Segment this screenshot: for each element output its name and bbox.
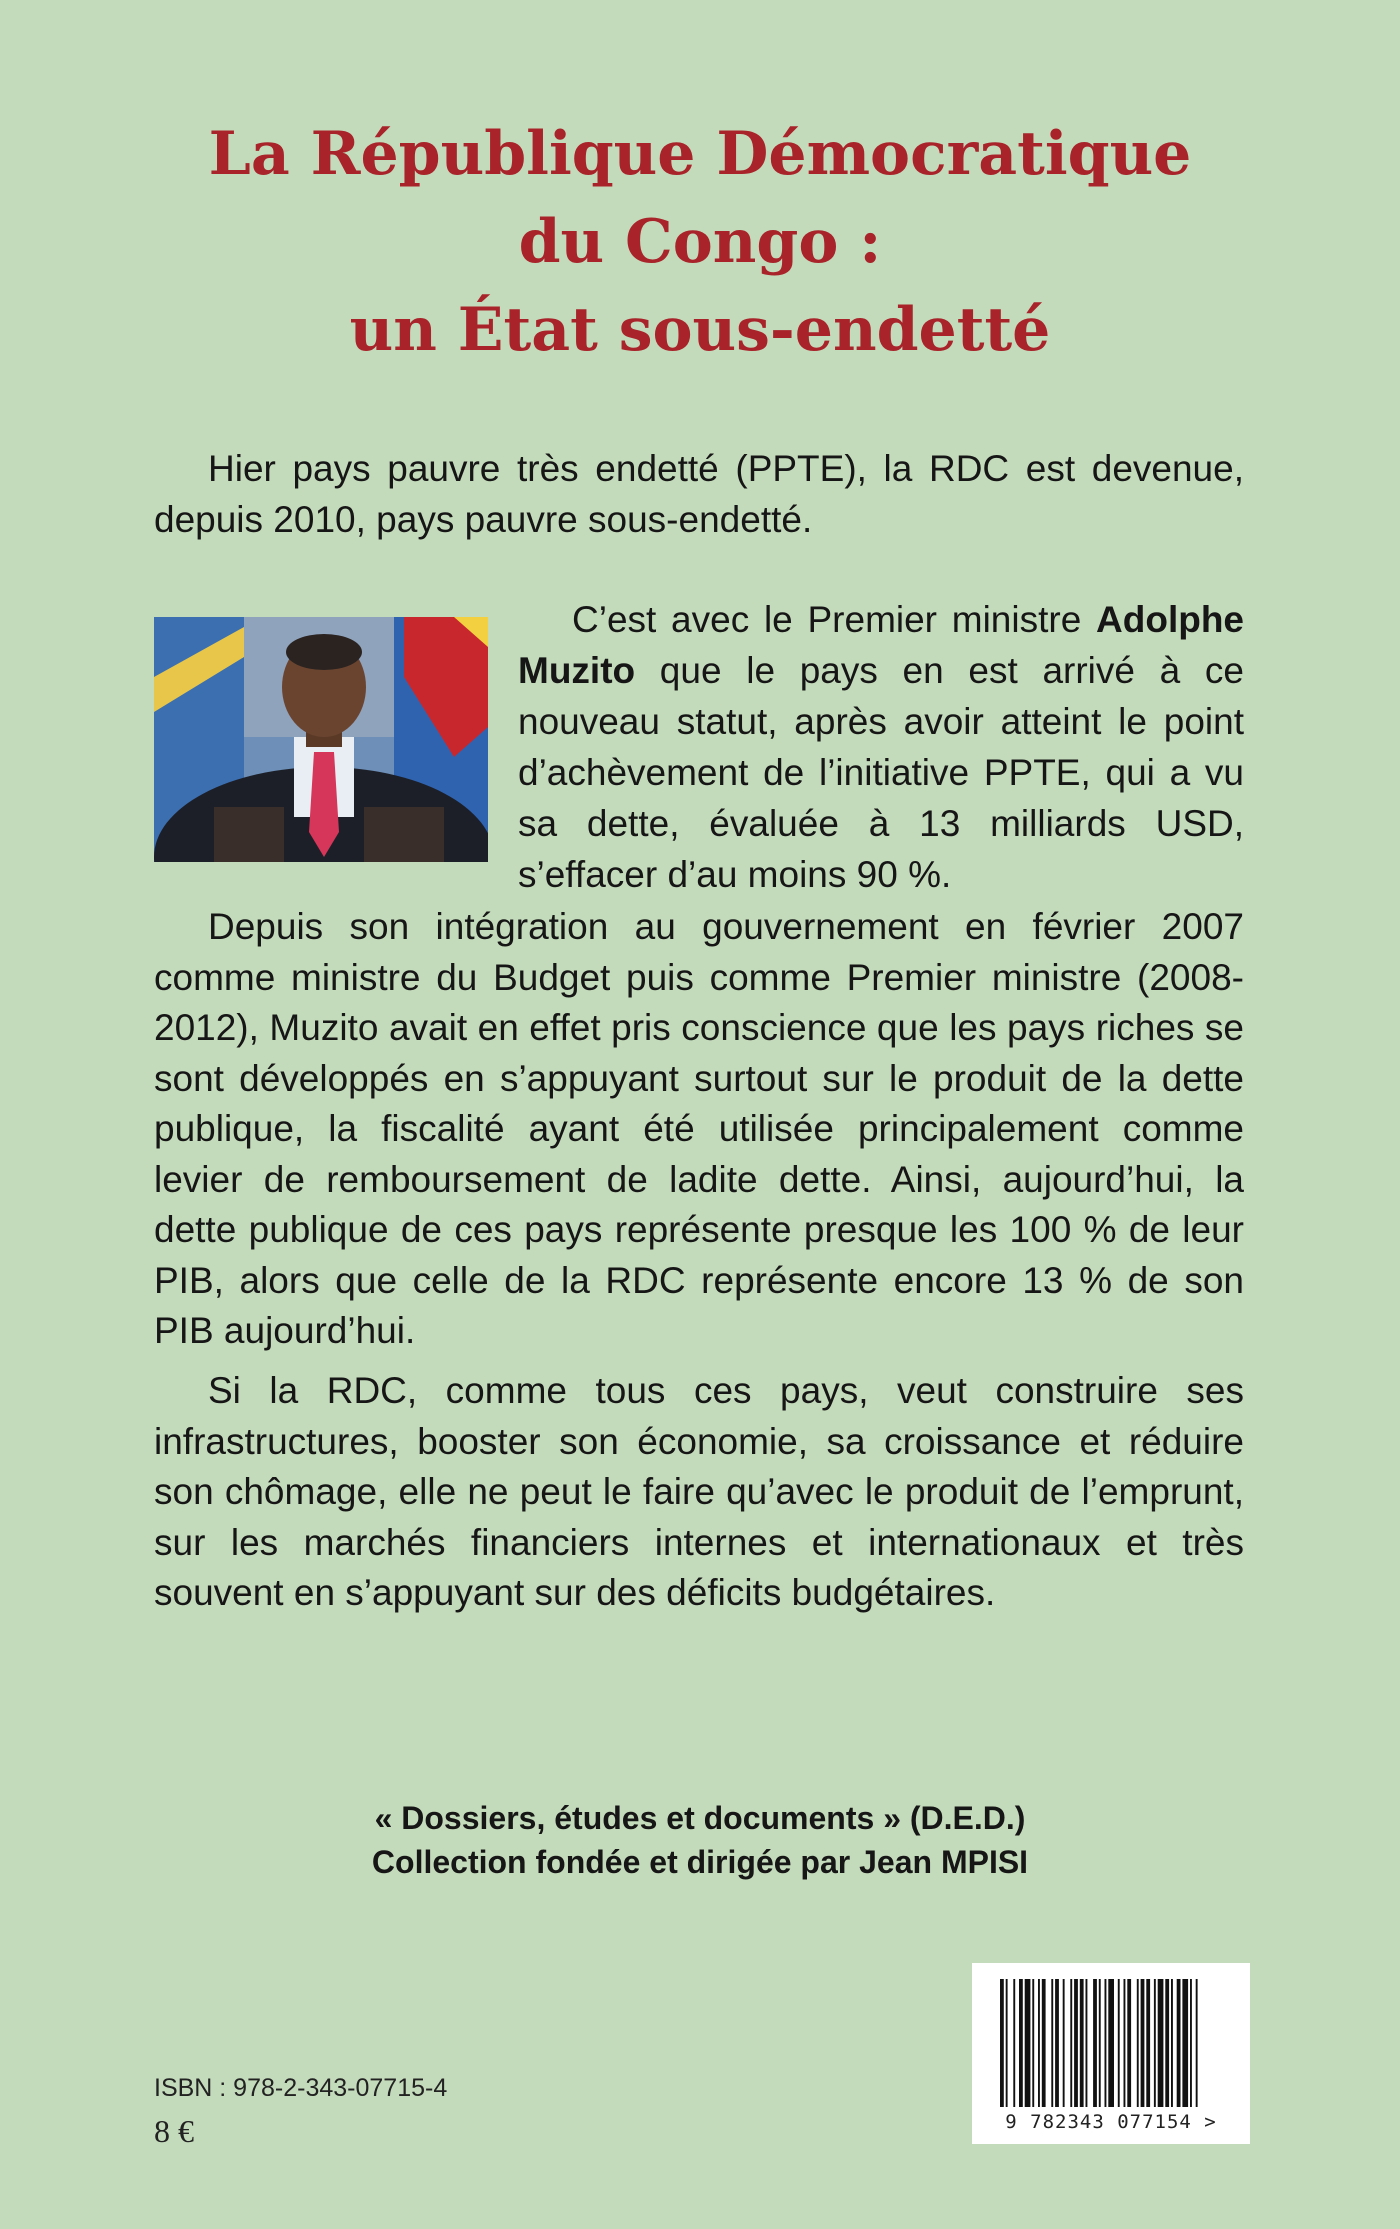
collection-info: [200, 1796, 1200, 1884]
para4-text: Si la RDC, comme tous ces pays, veut construire ses infrastructures, booster son économie, sa croissance et réduire son chômage, elle ne peut le faire qu’avec le produit de l’emprunt, sur les marchés financiers internes et internationaux et très souvent en s’appuyant sur des déficits budgétaires.: [154, 1370, 1244, 1613]
para2-after: que le pays en est arrivé à ce nouveau statut, après avoir atteint le point d’achèvement de l’initiative PPTE, qui a vu sa dette, évaluée à 13 milliards USD, s’effacer d’au moins 90 %.: [518, 650, 1244, 895]
collection-name: « Dossiers, études et documents » (D.E.D.): [374, 1800, 1026, 1836]
title-line-2: du Congo :: [518, 207, 882, 277]
price: 8 €: [154, 2113, 194, 2149]
isbn: ISBN : 978-2-343-07715-4: [154, 2074, 448, 2102]
conclusion-paragraph: [154, 1366, 1244, 1619]
para2-before: C’est avec le Premier ministre: [572, 599, 1097, 640]
history-paragraph: [154, 902, 1244, 1357]
author-photo: [154, 617, 488, 862]
barcode: [972, 1963, 1250, 2144]
title-line-3: un État sous-endetté: [349, 295, 1051, 365]
title-line-1: La République Démocratique: [208, 119, 1192, 189]
barcode-digits: 9 782343 077154 >: [1005, 2111, 1217, 2133]
author-name: Adolphe Muzito: [518, 599, 1244, 691]
intro-text: Hier pays pauvre très endetté (PPTE), la RDC est devenue, depuis 2010, pays pauvre sous-endetté.: [154, 448, 1244, 540]
muzito-paragraph: [518, 594, 1244, 900]
intro-paragraph: [154, 444, 1244, 545]
collection-director: Collection fondée et dirigée par Jean MPISI: [371, 1844, 1029, 1880]
book-title: [120, 110, 1280, 374]
para3-text: Depuis son intégration au gouvernement en février 2007 comme ministre du Budget puis comme Premier ministre (2008-2012), Muzito avait en effet pris conscience que les pays riches se sont développés en s’appuyant surtout sur le produit de la dette publique, la fiscalité ayant été utilisée principalement comme levier de remboursement de ladite dette. Ainsi, aujourd’hui, la dette publique de ces pays représente presque les 100 % de leur PIB, alors que celle de la RDC représente encore 13 % de son PIB aujourd’hui.: [154, 906, 1244, 1351]
